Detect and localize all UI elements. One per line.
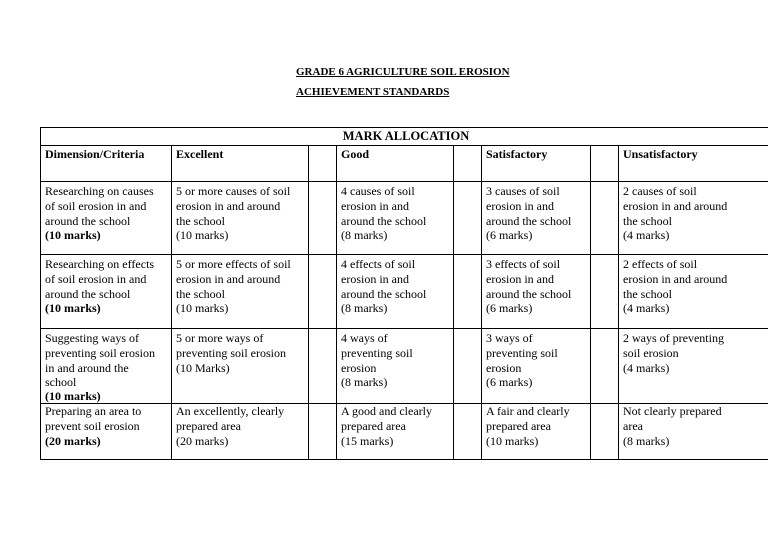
- document-subtitle: ACHIEVEMENT STANDARDS: [296, 86, 450, 98]
- spacer-cell: [591, 255, 619, 329]
- spacer-cell: [454, 182, 482, 255]
- spacer-cell: [591, 404, 619, 460]
- good-cell: 4 causes of soil erosion in and around the school (8 marks): [337, 182, 454, 255]
- criteria-marks: (20 marks): [45, 433, 101, 448]
- criteria-cell: Preparing an area to prevent soil erosion (20 marks): [41, 404, 172, 460]
- criteria-cell: Suggesting ways of preventing soil erosion in and around the school (10 marks): [41, 329, 172, 404]
- spacer-cell: [309, 329, 337, 404]
- header-unsatisfactory: Unsatisfactory: [619, 146, 768, 182]
- table-row: [41, 182, 768, 255]
- excellent-cell: 5 or more ways of preventing soil erosion (10 Marks): [172, 329, 309, 404]
- good-cell: 4 effects of soil erosion in and around the school (8 marks): [337, 255, 454, 329]
- header-criteria: Dimension/Criteria: [41, 146, 172, 182]
- table-row: [41, 404, 768, 460]
- spacer-cell: [454, 404, 482, 460]
- good-cell: 4 ways of preventing soil erosion (8 marks): [337, 329, 454, 404]
- unsatisfactory-cell: 2 causes of soil erosion in and around the school (4 marks): [619, 182, 768, 255]
- header-excellent: Excellent: [172, 146, 309, 182]
- spacer-cell: [309, 404, 337, 460]
- unsatisfactory-cell: 2 effects of soil erosion in and around the school (4 marks): [619, 255, 768, 329]
- spacer-cell: [309, 255, 337, 329]
- spacer-cell: [454, 255, 482, 329]
- satisfactory-cell: A fair and clearly prepared area (10 marks): [482, 404, 591, 460]
- good-cell: A good and clearly prepared area (15 marks): [337, 404, 454, 460]
- table-row: [41, 255, 768, 329]
- spacer-cell: [454, 146, 482, 182]
- satisfactory-cell: 3 effects of soil erosion in and around the school (6 marks): [482, 255, 591, 329]
- criteria-cell: Researching on causes of soil erosion in and around the school (10 marks): [41, 182, 172, 255]
- table-row: [41, 329, 768, 404]
- criteria-marks: (10 marks): [45, 228, 101, 243]
- criteria-marks: (10 marks): [45, 301, 101, 316]
- criteria-cell: Researching on effects of soil erosion in and around the school (10 marks): [41, 255, 172, 329]
- spacer-cell: [309, 182, 337, 255]
- satisfactory-cell: 3 causes of soil erosion in and around the school (6 marks): [482, 182, 591, 255]
- spacer-cell: [591, 329, 619, 404]
- spacer-cell: [454, 329, 482, 404]
- satisfactory-cell: 3 ways of preventing soil erosion (6 marks): [482, 329, 591, 404]
- excellent-cell: An excellently, clearly prepared area (20 marks): [172, 404, 309, 460]
- header-good: Good: [337, 146, 454, 182]
- header-satisfactory: Satisfactory: [482, 146, 591, 182]
- unsatisfactory-cell: Not clearly prepared area (8 marks): [619, 404, 768, 460]
- spacer-cell: [591, 146, 619, 182]
- excellent-cell: 5 or more causes of soil erosion in and around the school (10 marks): [172, 182, 309, 255]
- rubric-table: [40, 127, 768, 460]
- spacer-cell: [591, 182, 619, 255]
- unsatisfactory-cell: 2 ways of preventing soil erosion (4 marks): [619, 329, 768, 404]
- excellent-cell: 5 or more effects of soil erosion in and around the school (10 marks): [172, 255, 309, 329]
- mark-allocation-caption: MARK ALLOCATION: [41, 128, 768, 146]
- criteria-marks: (10 marks): [45, 389, 101, 404]
- document-title: GRADE 6 AGRICULTURE SOIL EROSION: [296, 66, 510, 78]
- spacer-cell: [309, 146, 337, 182]
